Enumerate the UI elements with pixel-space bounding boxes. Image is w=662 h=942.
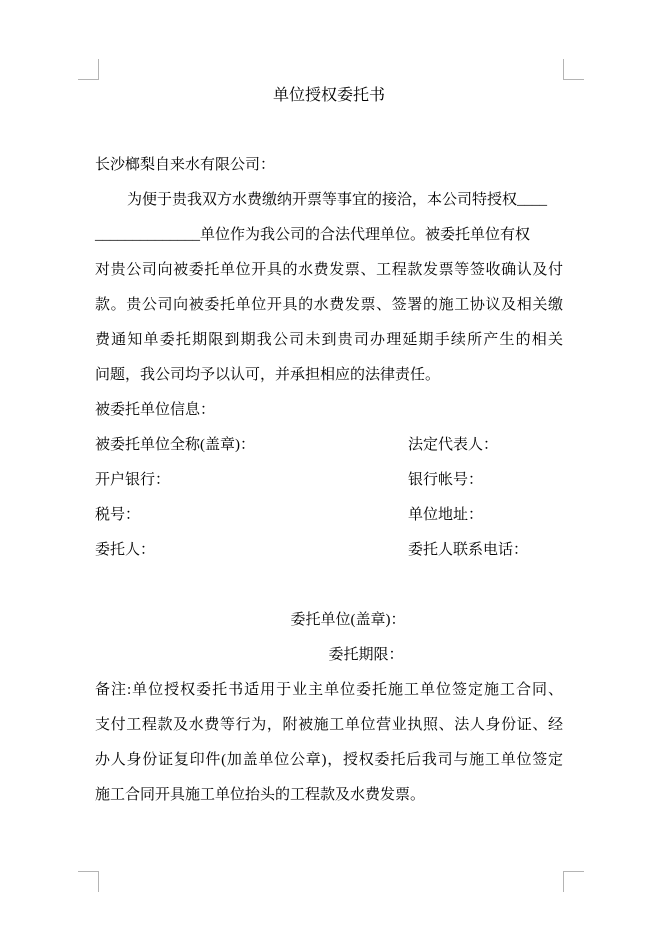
info-label-unit-address: 单位地址：	[408, 507, 484, 523]
note-line: 支付工程款及水费等行为，附被施工单位营业执照、法人身份证、经	[95, 717, 563, 733]
spacer	[95, 113, 563, 148]
document-title: 单位授权委托书	[272, 87, 385, 104]
body-line: 对贵公司向被委托单位开具的水费发票、工程款发票等签收确认及付	[95, 262, 563, 278]
info-row	[95, 498, 563, 533]
seal-signature-line: 委托单位(盖章)：	[290, 612, 406, 628]
info-label-opening-bank: 开户银行：	[95, 472, 171, 488]
crop-mark-top-right-icon	[563, 59, 584, 80]
info-label-principal-phone: 委托人联系电话：	[408, 542, 529, 558]
body-line: 款。贵公司向被委托单位开具的水费发票、签署的施工协议及相关缴	[95, 297, 563, 313]
info-label-legal-representative: 法定代表人：	[408, 437, 499, 453]
document-content	[95, 78, 563, 813]
info-row	[95, 533, 563, 568]
note-line: 办人身份证复印件(加盖单位公章)，授权委托后我司与施工单位签定	[95, 752, 563, 768]
salutation-line: 长沙榔梨自来水有限公司：	[95, 157, 276, 173]
body-line: 费通知单委托期限到期我公司未到贵司办理延期手续所产生的相关	[95, 332, 563, 348]
period-signature-line: 委托期限：	[328, 647, 404, 663]
note-line: 施工合同开具施工单位抬头的工程款及水费发票。	[95, 787, 426, 803]
body-line: 问题，我公司均予以认可，并承担相应的法律责任。	[95, 367, 441, 383]
info-section-header: 被委托单位信息：	[95, 402, 216, 418]
crop-mark-bottom-right-icon	[563, 871, 584, 892]
info-row	[95, 463, 563, 498]
crop-mark-top-left-icon	[78, 59, 99, 80]
info-label-entrusted-unit-name: 被委托单位全称(盖章)：	[95, 437, 255, 453]
spacer	[95, 568, 563, 603]
body-line: ______________单位作为我公司的合法代理单位。被委托单位有权	[95, 227, 531, 243]
info-label-principal: 委托人：	[95, 542, 156, 558]
crop-mark-bottom-left-icon	[78, 871, 99, 892]
info-label-bank-account: 银行帐号：	[408, 472, 484, 488]
info-row	[95, 428, 563, 463]
info-label-tax-number: 税号：	[95, 507, 141, 523]
body-line: 为便于贵我双方水费缴纳开票等事宜的接洽，本公司特授权____	[127, 192, 548, 208]
note-line: 备注:单位授权委托书适用于业主单位委托施工单位签定施工合同、	[95, 682, 563, 698]
